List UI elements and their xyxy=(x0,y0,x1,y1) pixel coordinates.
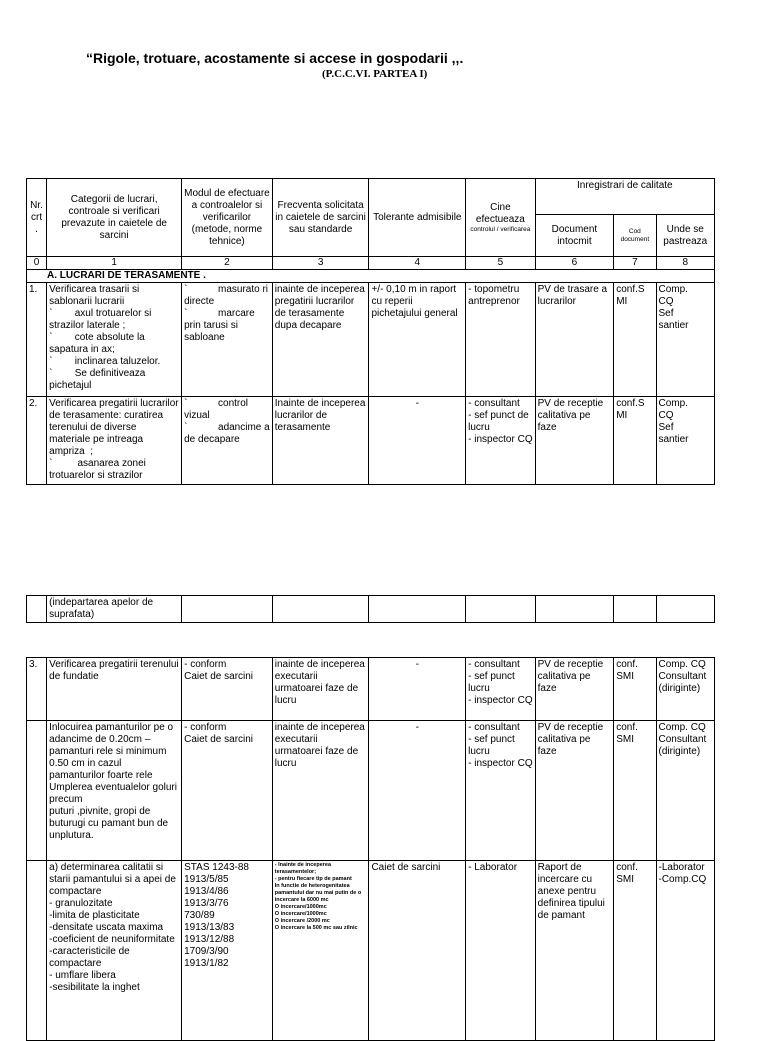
colnum: 2 xyxy=(182,257,273,270)
cell-cine: - consultant - sef punct lucru - inspector CQ xyxy=(466,721,536,861)
cell-modul: ` masurato ri directe ` marcare prin tarusi si sabloane xyxy=(182,283,273,397)
cell-frecventa: - Inainte de inceperea terasamentelor; - pentru fiecare tip de pamant In functie de heterogenitatea pamantului dar nu mai putin de o incercare la 6000 mc O incercare/1000mc O incercare/1000mc O incercare /2000 mc O incercare la 500 mc sau zilnic xyxy=(272,861,369,1041)
table-row xyxy=(27,397,715,485)
cell-categorii: a) determinarea calitatii si starii pamantului si a apei de compactare - granulozitate -limita de plasticitate -densitate uscata maxima -coeficient de neuniformitate -caracteristicile de compactare - umflare libera -sesibilitate la inghet xyxy=(47,861,182,1041)
cell-document: PV de trasare a lucrarilor xyxy=(535,283,614,397)
header-cod: Cod document xyxy=(614,215,656,257)
quality-control-table-continued xyxy=(26,657,715,1041)
colnum: 6 xyxy=(535,257,614,270)
cell-unde: Comp. CQ Sef santier xyxy=(656,283,715,397)
cell-cine: - topometru antreprenor xyxy=(466,283,536,397)
cell-cod: conf.S MI xyxy=(614,397,656,485)
header-frecventa: Frecventa solicitata in caietele de sarcini sau standarde xyxy=(272,179,369,257)
cell-cine: - consultant - sef punct de lucru - inspector CQ xyxy=(466,397,536,485)
cell-categorii: (indepartarea apelor de suprafata) xyxy=(47,596,182,623)
header-document: Document intocmit xyxy=(535,215,614,257)
cell-categorii: Verificarea pregatirii lucrarilor de terasamente: curatirea terenului de diverse materiale pe intreaga ampriza ; ` asanarea zonei trotuarelor si strazilor xyxy=(47,397,182,485)
colnum: 4 xyxy=(369,257,466,270)
cell-modul: - conform Caiet de sarcini xyxy=(182,721,273,861)
colnum: 8 xyxy=(656,257,715,270)
cell-unde: Comp. CQ Consultant (diriginte) xyxy=(656,721,715,861)
cell-cine: - Laborator xyxy=(466,861,536,1041)
header-modul: Modul de efectuare a controalelor si verificarilor (metode, norme tehnice) xyxy=(182,179,273,257)
cell-categorii: Inlocuirea pamanturilor pe o adancime de 0.20cm –pamanturi rele si minimum 0.50 cm in cazul pamanturilor foarte rele Umplerea eventualelor goluri precum puturi ,pivnite, gropi de buturugi cu pamant bun de unplutura. xyxy=(47,721,182,861)
cell-frecventa: inainte de inceperea executarii urmatoarei faze de lucru xyxy=(272,658,369,721)
cell-document: Raport de incercare cu anexe pentru definirea tipului de pamant xyxy=(535,861,614,1041)
row-number: 2. xyxy=(27,397,47,485)
colnum: 1 xyxy=(47,257,182,270)
cell-cod: conf. SMI xyxy=(614,861,656,1041)
header-tolerante: Tolerante admisibile xyxy=(369,179,466,257)
row-number: 1. xyxy=(27,283,47,397)
cell-modul: - conform Caiet de sarcini xyxy=(182,658,273,721)
colnum: 5 xyxy=(466,257,536,270)
cell-modul: STAS 1243-88 1913/5/85 1913/4/86 1913/3/76 730/89 1913/13/83 1913/12/88 1709/3/90 1913/1/82 xyxy=(182,861,273,1041)
cell-document: PV de receptie calitativa pe faze xyxy=(535,397,614,485)
row-number: 3. xyxy=(27,658,47,721)
cell-frecventa: inainte de inceperea executarii urmatoarei faze de lucru xyxy=(272,721,369,861)
header-unde: Unde se pastreaza xyxy=(656,215,715,257)
colnum: 7 xyxy=(614,257,656,270)
cell-modul: ` control vizual ` adancime a de decapare xyxy=(182,397,273,485)
cell-cine: - consultant - sef punct lucru - inspector CQ xyxy=(466,658,536,721)
cell-frecventa: inainte de inceperea pregatirii lucrarilor de terasamente dupa decapare xyxy=(272,283,369,397)
cell-tolerante: +/- 0,10 m in raport cu reperii pichetajului general xyxy=(369,283,466,397)
cell-tolerante: - xyxy=(369,397,466,485)
header-inregistrari: Inregistrari de calitate xyxy=(535,179,714,215)
section-heading: A. LUCRARI DE TERASAMENTE . xyxy=(27,270,715,283)
cell-cod: conf. SMI xyxy=(614,658,656,721)
cell-tolerante: - xyxy=(369,721,466,861)
table-row xyxy=(27,596,715,623)
cell-unde: Comp. CQ Consultant (diriginte) xyxy=(656,658,715,721)
cell-cod: conf.S MI xyxy=(614,283,656,397)
cell-categorii: Verificarea trasarii si sablonarii lucrarii ` axul trotuarelor si strazilor laterale ; ` cote absolute la sapatura in ax; ` inclinarea taluzelor. ` Se definitiveaza pichetajul xyxy=(47,283,182,397)
document-title: “Rigole, trotuare, acostamente si accese in gospodarii ,,. xyxy=(86,50,464,66)
quality-control-table xyxy=(26,178,715,485)
cell-tolerante: - xyxy=(369,658,466,721)
document-subtitle: (P.C.C.VI. PARTEA I) xyxy=(322,68,428,80)
table-row xyxy=(27,658,715,721)
cell-tolerante: Caiet de sarcini xyxy=(369,861,466,1041)
cell-cod: conf. SMI xyxy=(614,721,656,861)
column-number-row xyxy=(27,257,715,270)
cell-categorii: Verificarea pregatirii terenului de fundatie xyxy=(47,658,182,721)
cell-document: PV de receptie calitativa pe faze xyxy=(535,658,614,721)
continuation-row-table xyxy=(26,595,715,623)
table-row xyxy=(27,861,715,1041)
table-row xyxy=(27,721,715,861)
cell-document: PV de receptie calitativa pe faze xyxy=(535,721,614,861)
header-nr-crt: Nr. crt . xyxy=(27,179,47,257)
table-row xyxy=(27,283,715,397)
cell-frecventa: Inainte de inceperea lucrarilor de terasamente xyxy=(272,397,369,485)
header-categorii: Categorii de lucrari, controale si verificari prevazute in caietele de sarcini xyxy=(47,179,182,257)
cell-unde: Comp. CQ Sef santier xyxy=(656,397,715,485)
header-cine: Cine efectueaza controlul / verificarea xyxy=(466,179,536,257)
colnum: 0 xyxy=(27,257,47,270)
cell-unde: -Laborator -Comp.CQ xyxy=(656,861,715,1041)
colnum: 3 xyxy=(272,257,369,270)
